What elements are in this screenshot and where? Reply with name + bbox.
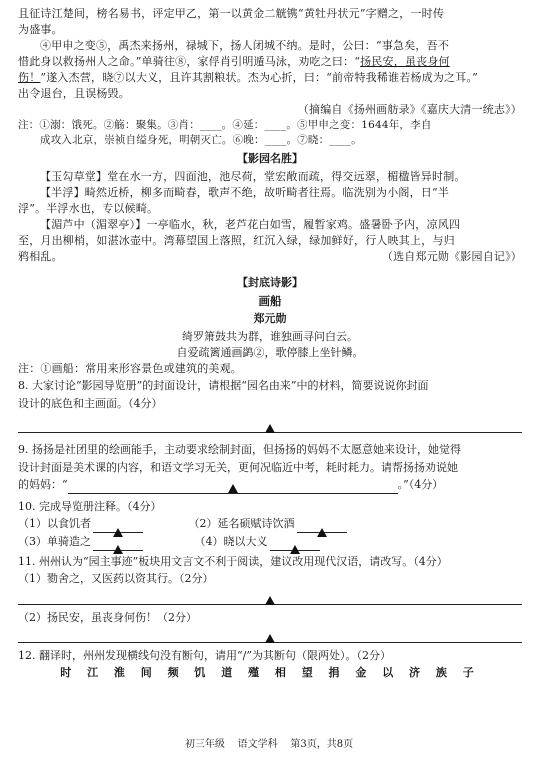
question-8: 8. 大家讨论“影园导览册”的封面设计，请根据“园名由来”中的材料，简要说说你封面 (18, 378, 429, 392)
passage-line: 为盛事。 (18, 22, 63, 36)
answer-line[interactable] (18, 590, 522, 605)
note-line: 成攻入北京，崇祯自缢身死，明朝灭亡。⑥晚：____。⑦晓：____。 (40, 133, 362, 146)
answer-blank[interactable] (68, 481, 398, 494)
question-12-sentence: 时 江 淮 间 频 饥 道 殣 相 望 捐 金 以 济 族 子 (60, 666, 480, 680)
scenery-line: 鸦相乱。 （选自郑元勋《影园自记》） (18, 249, 522, 263)
question-10-row: （3）单骑造之 （4）晓以大义 (18, 533, 522, 551)
footer-page: 第3页，共8页 (290, 739, 354, 750)
question-8-cont: 设计的底色和主画面。（4分） (18, 396, 163, 410)
answer-blank[interactable] (93, 537, 143, 551)
answer-blank[interactable] (297, 519, 347, 533)
answer-blank[interactable] (93, 519, 143, 533)
footer-subject: 语文学科 (237, 739, 278, 750)
scenery-line: 【半浮】畸然近桥，柳多而畸春，歌声不绝，故听畸者往焉。临洗别为小阁，日“半 (40, 185, 450, 199)
passage-line: 且征诗江楚间，榜名易书，评定甲乙，第一以黄金二觥镌“黄牡丹状元”字赠之，一时传 (18, 7, 445, 20)
triangle-marker-icon (265, 424, 275, 433)
scenery-line: 至，月出柳梢，如湛冰壶中。湾幕望国上落照，红沉入绿，绿加鲜好，行人映其上，与归 (18, 233, 455, 247)
scenery-line: 【玉勾草堂】堂在水一方，四面池，池尽荷，堂宏敞而疏，得交远翠，楣楹皆异时制。 (40, 169, 466, 183)
question-11: 11. 州州认为“园主事迹”板块用文言文不利于阅读，建议改用现代汉语，请改写。（4分） (18, 554, 448, 568)
scenery-line: 浮”。半浮水也，专以候畸。 (18, 201, 159, 215)
answer-line[interactable] (18, 418, 522, 433)
footer-grade: 初三年级 (184, 739, 225, 750)
passage-line: 出令退台，且误杨毁。 (18, 86, 130, 100)
question-9-cont: 设计封面是美术课的内容，和语文学习无关，更何况临近中考，耗时耗力。请帮扬扬劝说她 (18, 460, 458, 474)
scenery-line: 【湄芦中（湄翠亭）】一亭临水，秋，老芦花白如雪，履暂家鸡。盛暑卧予内，凉风四 (40, 217, 461, 231)
exam-page (18, 6, 522, 681)
passage-line: ④甲申之变⑤，禹杰来扬州，禄城下，扬人闭城不纳。是时，公曰：“事急矣，吾不 (40, 38, 450, 52)
page-footer (0, 738, 538, 753)
question-10-row: （1）以食饥者 （2）延名硕赋诗饮酒 (18, 515, 522, 533)
poem-title: 画船 (258, 293, 282, 308)
question-12: 12. 翻译时，州州发现横线句没有断句，请用“/”为其断句（限两处）。（2分） (18, 649, 391, 663)
answer-blank[interactable] (270, 537, 320, 551)
poem-line: 自爱疏篱通画鹢②，歌停膝上坐针鳞。 (176, 346, 364, 360)
poem-author: 郑元勋 (253, 312, 287, 326)
answer-line[interactable] (18, 628, 522, 643)
source-citation: （选自郑元勋《影园自记》） (381, 249, 522, 263)
section-title: 【封底诗影】 (237, 275, 303, 289)
question-11-item: （2）扬民安，虽丧身何伤！（2分） (18, 610, 197, 624)
poem-line: 绮罗箫鼓共为群，谁独画寻问白云。 (182, 330, 358, 344)
triangle-marker-icon (228, 484, 238, 493)
question-9-answer: 的妈妈：“ 。”（4分） (18, 476, 522, 494)
passage-line: 伤！”遂入杰营，晓⑦以大义，且许其割粮状。杰为心折，曰：“前帝特我稀谁若杨成为之耳。” (18, 70, 478, 84)
note-line: 注：①溺：饿死。②觞：聚集。③肖：____。④延：____。⑤甲申之变：1644年，李自 (18, 118, 432, 131)
underlined-sentence: 扬民安，虽丧身何 (360, 54, 450, 68)
source-citation: （摘编自《扬州画舫录》《嘉庆大清一统志》） (297, 102, 522, 116)
poem-note: 注：①画船：常用来形容景色或建筑的美观。 (18, 361, 242, 375)
underlined-sentence: 伤！ (18, 70, 41, 84)
question-9: 9. 扬扬是社团里的绘画能手，主动要求绘制封面，但扬扬的妈妈不太愿意她来设计，她觉得 (18, 443, 461, 457)
question-11-item: （1）勠舍之，又医药以资其行。（2分） (18, 572, 214, 586)
question-10: 10. 完成导览册注释。（4分） (18, 499, 162, 513)
section-title: 【影园名胜】 (237, 152, 303, 165)
triangle-marker-icon (265, 634, 275, 643)
triangle-marker-icon (265, 596, 275, 605)
passage-line: 惜此身以救扬州人之命。”单骑往⑧，家俘肖引明遁马泳，劝吃之曰：“扬民安，虽丧身何 (18, 54, 450, 68)
